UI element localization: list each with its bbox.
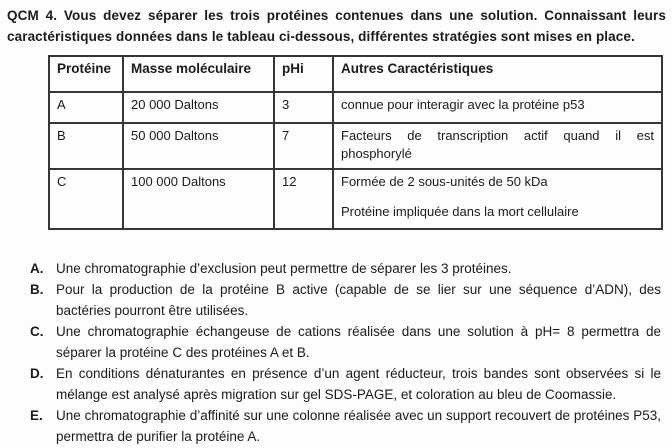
option-b (30, 279, 661, 321)
cell-mass: 20 000 Daltons (123, 92, 274, 123)
option-letter: D. (30, 366, 44, 381)
cell-phi: 7 (274, 123, 333, 169)
cell-other-characteristics (333, 92, 662, 123)
cell-phi: 12 (274, 169, 333, 229)
header-other: Autres Caractéristiques (333, 56, 662, 92)
cell-other-characteristics (333, 123, 662, 169)
header-protein: Protéine (49, 56, 123, 92)
option-text: Pour la production de la protéine B active (capable de se lier sur une séquence d’ADN), des bactéries pourront être utilisées. (56, 282, 661, 318)
option-c (30, 321, 661, 363)
protein-table (48, 55, 663, 230)
table-row-protein-b (49, 123, 662, 169)
header-phi: pHi (274, 56, 333, 92)
option-d (30, 363, 661, 405)
question-text: QCM 4. Vous devez séparer les trois protéines contenues dans une solution. Connaissant leurs caractéristiques données dans le tableau ci-dessous, différentes stratégies sont mises en place. (7, 8, 666, 44)
header-mass: Masse moléculaire (123, 56, 274, 92)
cell-other-characteristics (333, 169, 662, 229)
option-text: Une chromatographie échangeuse de cations réalisée dans une solution à pH= 8 permettra de séparer la protéine C des protéines A et B. (56, 324, 661, 360)
characteristic-line: Protéine impliquée dans la mort cellulaire (341, 204, 579, 219)
cell-protein-name: A (49, 92, 123, 123)
cell-mass: 100 000 Daltons (123, 169, 274, 229)
option-text: Une chromatographie d’affinité sur une colonne réalisée avec un support recouvert de protéines P53, permettra de purifier la protéine A. (56, 408, 661, 444)
answer-options-list (30, 258, 661, 447)
table-header-row (49, 56, 662, 92)
characteristic-line: connue pour interagir avec la protéine p53 (341, 97, 585, 112)
option-letter: B. (30, 282, 44, 297)
option-letter: E. (30, 408, 43, 423)
characteristic-line: Formée de 2 sous-unités de 50 kDa (341, 174, 548, 189)
option-text: Une chromatographie d’exclusion peut permettre de séparer les 3 protéines. (56, 261, 512, 276)
characteristic-line: Facteurs de transcription actif quand il est phosphorylé (341, 128, 654, 161)
option-letter: C. (30, 324, 44, 339)
option-a (30, 258, 661, 279)
option-letter: A. (30, 261, 44, 276)
cell-protein-name: B (49, 123, 123, 169)
cell-mass: 50 000 Daltons (123, 123, 274, 169)
option-text: En conditions dénaturantes en présence d’un agent réducteur, trois bandes sont observées si le mélange est analysé après migration sur gel SDS-PAGE, et coloration au bleu de Coomassie. (56, 366, 661, 402)
cell-protein-name: C (49, 169, 123, 229)
table-row-protein-c (49, 169, 662, 229)
table-row-protein-a (49, 92, 662, 123)
cell-phi: 3 (274, 92, 333, 123)
option-e (30, 405, 661, 447)
